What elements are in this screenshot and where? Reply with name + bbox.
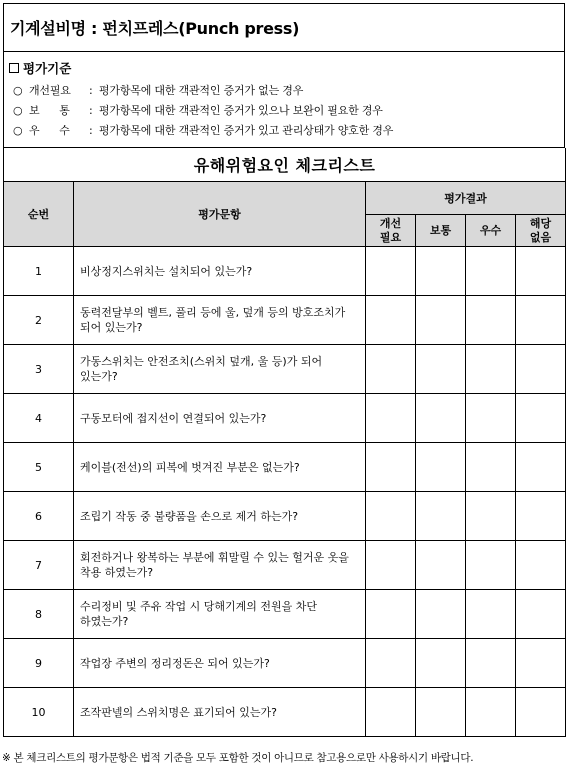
- criteria-item: [9, 81, 564, 101]
- result-cell[interactable]: [416, 296, 466, 345]
- result-cell[interactable]: [516, 541, 566, 590]
- result-cell[interactable]: [516, 443, 566, 492]
- row-question: 비상정지스위치는 설치되어 있는가?: [74, 247, 366, 296]
- result-cell[interactable]: [416, 394, 466, 443]
- circle-bullet-icon: ○: [13, 124, 23, 137]
- criteria-heading-label: 평가기준: [23, 61, 72, 76]
- result-cell[interactable]: [466, 394, 516, 443]
- result-cell[interactable]: [516, 639, 566, 688]
- col-header-result: 평가결과: [366, 182, 566, 215]
- page-title: 기계설비명 : 펀치프레스(Punch press): [10, 19, 300, 38]
- result-cell[interactable]: [466, 345, 516, 394]
- result-cell[interactable]: [366, 541, 416, 590]
- result-cell[interactable]: [416, 639, 466, 688]
- col-header-question: 평가문항: [74, 182, 366, 247]
- checklist-sheet: [3, 3, 565, 737]
- criteria-desc: 평가항목에 대한 객관적인 증거가 있으나 보완이 필요한 경우: [99, 104, 383, 117]
- result-cell[interactable]: [366, 688, 416, 737]
- table-row: [4, 590, 566, 639]
- criteria-colon: :: [89, 84, 93, 97]
- table-row: [4, 688, 566, 737]
- col-header-result-option: 우수: [466, 215, 516, 247]
- table-row: [4, 296, 566, 345]
- criteria-item: [9, 101, 564, 121]
- result-cell[interactable]: [416, 443, 466, 492]
- footnote: ※ 본 체크리스트의 평가문항은 법적 기준을 모두 포함한 것이 아니므로 참고용으로만 사용하시기 바랍니다.: [2, 752, 474, 764]
- row-question: 작업장 주변의 정리정돈은 되어 있는가?: [74, 639, 366, 688]
- criteria-term: 개선필요: [29, 84, 71, 97]
- criteria-item: [9, 121, 564, 141]
- result-cell[interactable]: [466, 492, 516, 541]
- col-header-no: 순번: [4, 182, 74, 247]
- result-cell[interactable]: [366, 492, 416, 541]
- result-cell[interactable]: [516, 492, 566, 541]
- row-number: 3: [4, 345, 74, 394]
- square-bullet-icon: [9, 63, 19, 73]
- result-cell[interactable]: [366, 247, 416, 296]
- result-cell[interactable]: [416, 590, 466, 639]
- table-row: [4, 541, 566, 590]
- result-cell[interactable]: [366, 639, 416, 688]
- criteria-term: 보 통: [29, 104, 70, 117]
- criteria-colon: :: [89, 104, 93, 117]
- result-cell[interactable]: [466, 296, 516, 345]
- result-cell[interactable]: [516, 394, 566, 443]
- circle-bullet-icon: ○: [13, 84, 23, 97]
- criteria-section: [3, 52, 565, 148]
- row-number: 2: [4, 296, 74, 345]
- col-header-result-option: 개선 필요: [366, 215, 416, 247]
- checklist-table: [3, 148, 566, 737]
- row-number: 5: [4, 443, 74, 492]
- result-cell[interactable]: [466, 247, 516, 296]
- row-number: 1: [4, 247, 74, 296]
- result-cell[interactable]: [516, 688, 566, 737]
- col-header-result-option: 보통: [416, 215, 466, 247]
- result-cell[interactable]: [416, 247, 466, 296]
- criteria-list: [9, 81, 564, 141]
- row-number: 7: [4, 541, 74, 590]
- result-cell[interactable]: [366, 590, 416, 639]
- result-cell[interactable]: [466, 541, 516, 590]
- row-question: 동력전달부의 벨트, 풀리 등에 울, 덮개 등의 방호조치가 되어 있는가?: [74, 296, 366, 345]
- result-cell[interactable]: [466, 590, 516, 639]
- result-cell[interactable]: [416, 492, 466, 541]
- table-row: [4, 492, 566, 541]
- row-question: 조립기 작동 중 불량품을 손으로 제거 하는가?: [74, 492, 366, 541]
- result-cell[interactable]: [416, 688, 466, 737]
- criteria-desc: 평가항목에 대한 객관적인 증거가 없는 경우: [99, 84, 304, 97]
- result-cell[interactable]: [516, 247, 566, 296]
- row-question: 가동스위치는 안전조치(스위치 덮개, 울 등)가 되어 있는가?: [74, 345, 366, 394]
- row-question: 구동모터에 접지선이 연결되어 있는가?: [74, 394, 366, 443]
- row-question: 회전하거나 왕복하는 부분에 휘말릴 수 있는 헐거운 옷을 착용 하였는가?: [74, 541, 366, 590]
- row-number: 10: [4, 688, 74, 737]
- criteria-colon: :: [89, 124, 93, 137]
- row-question: 수리정비 및 주유 작업 시 당해기계의 전원을 차단 하였는가?: [74, 590, 366, 639]
- table-row: [4, 639, 566, 688]
- criteria-term: 우 수: [29, 124, 70, 137]
- result-cell[interactable]: [466, 443, 516, 492]
- col-header-result-option: 해당 없음: [516, 215, 566, 247]
- result-cell[interactable]: [416, 345, 466, 394]
- result-cell[interactable]: [366, 443, 416, 492]
- checklist-heading: 유해위험요인 체크리스트: [4, 148, 566, 182]
- result-cell[interactable]: [366, 345, 416, 394]
- criteria-heading: [9, 59, 564, 77]
- table-row: [4, 247, 566, 296]
- row-number: 4: [4, 394, 74, 443]
- row-number: 6: [4, 492, 74, 541]
- result-cell[interactable]: [366, 296, 416, 345]
- result-cell[interactable]: [416, 541, 466, 590]
- row-question: 조작판넬의 스위치명은 표기되어 있는가?: [74, 688, 366, 737]
- row-question: 케이블(전선)의 피복에 벗겨진 부분은 없는가?: [74, 443, 366, 492]
- row-number: 9: [4, 639, 74, 688]
- table-row: [4, 443, 566, 492]
- result-cell[interactable]: [516, 590, 566, 639]
- result-cell[interactable]: [466, 688, 516, 737]
- criteria-desc: 평가항목에 대한 객관적인 증거가 있고 관리상태가 양호한 경우: [99, 124, 394, 137]
- title-box: [3, 3, 565, 52]
- table-row: [4, 345, 566, 394]
- result-cell[interactable]: [516, 345, 566, 394]
- circle-bullet-icon: ○: [13, 104, 23, 117]
- result-cell[interactable]: [466, 639, 516, 688]
- result-cell[interactable]: [516, 296, 566, 345]
- result-cell[interactable]: [366, 394, 416, 443]
- row-number: 8: [4, 590, 74, 639]
- table-row: [4, 394, 566, 443]
